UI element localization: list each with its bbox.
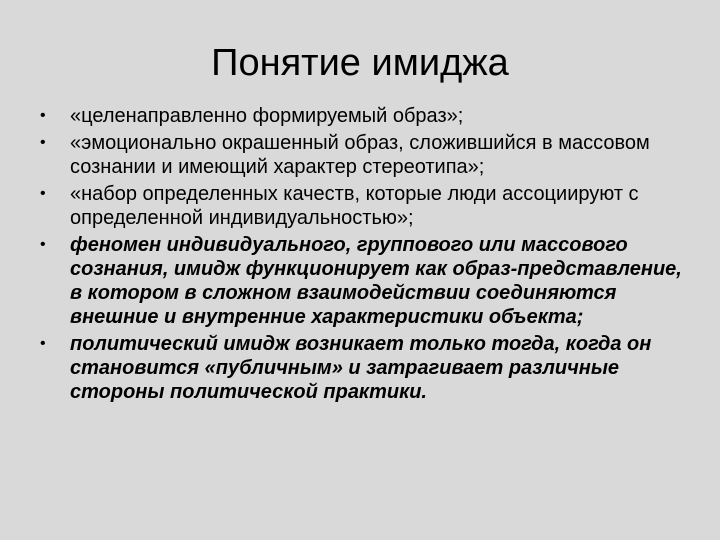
bullet-dot-icon: • xyxy=(40,236,46,253)
bullet-item xyxy=(40,131,690,179)
bullet-text: «набор определенных качеств, которые люди ассоциируют с определенной индивидуальностью»; xyxy=(70,183,639,229)
bullet-list xyxy=(40,104,690,407)
bullet-text: «целенаправленно формируемый образ»; xyxy=(70,105,464,127)
bullet-text: политический имидж возникает только тогда, когда он становится «публичным» и затрагивает различные стороны политической практики. xyxy=(70,333,652,403)
bullet-dot-icon: • xyxy=(40,335,46,352)
bullet-dot-icon: • xyxy=(40,134,46,151)
bullet-dot-icon: • xyxy=(40,107,46,124)
bullet-item xyxy=(40,182,690,230)
bullet-text: феномен индивидуального, группового или массового сознания, имидж функционирует как образ-представление, в котором в сложном взаимодействии соединяются внешние и внутренние характеристики объекта; xyxy=(70,234,682,328)
bullet-item xyxy=(40,104,690,128)
slide-title: Понятие имиджа xyxy=(211,42,509,84)
bullet-item xyxy=(40,233,690,329)
bullet-dot-icon: • xyxy=(40,185,46,202)
bullet-text: «эмоционально окрашенный образ, сложившийся в массовом сознании и имеющий характер стереотипа»; xyxy=(70,132,650,178)
bullet-item xyxy=(40,332,690,404)
